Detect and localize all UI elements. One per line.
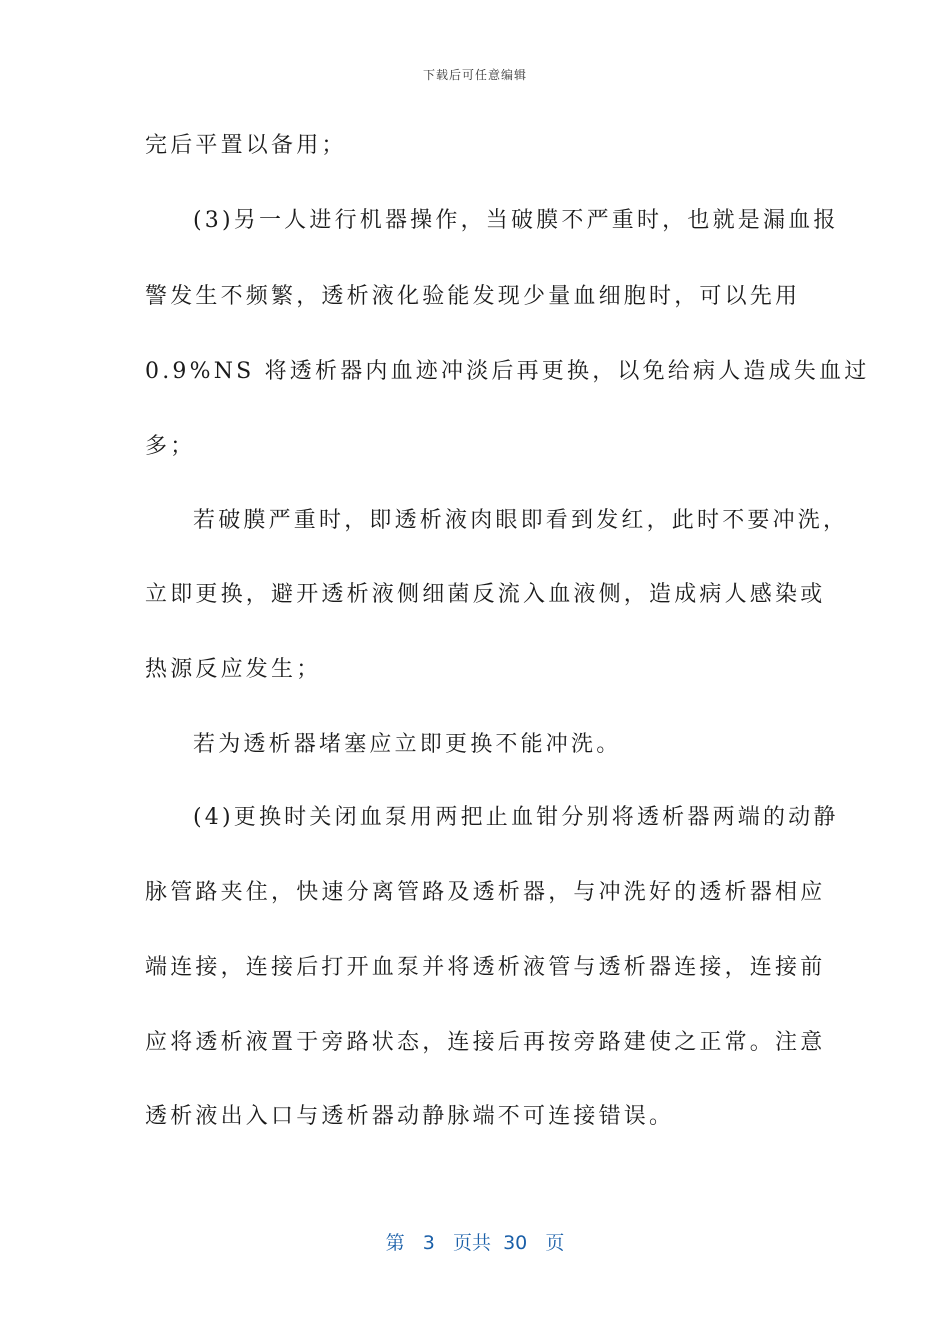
page-footer (0, 1228, 950, 1255)
footer-current-page: 3 (422, 1232, 435, 1254)
text-line-5: 多； (145, 434, 196, 459)
text-line-14: 透析液出入口与透析器动静脉端不可连接错误。 (145, 1104, 675, 1129)
footer-suffix: 页 (545, 1232, 565, 1254)
text-line-10: (4)更换时关闭血泵用两把止血钳分别将透析器两端的动静 (193, 805, 839, 830)
footer-mid: 页共 (452, 1232, 491, 1254)
header-note: 下载后可任意编辑 (422, 68, 527, 82)
text-line-7: 立即更换，避开透析液侧细菌反流入血液侧，造成病人感染或 (145, 582, 826, 607)
footer-total-pages: 30 (503, 1232, 528, 1254)
text-line-2: (3)另一人进行机器操作，当破膜不严重时，也就是漏血报 (193, 208, 839, 233)
text-line-8: 热源反应发生； (145, 657, 322, 682)
text-line-9: 若为透析器堵塞应立即更换不能冲洗。 (193, 732, 622, 757)
text-line-1: 完后平置以备用； (145, 133, 347, 158)
text-line-12: 端连接，连接后打开血泵并将透析液管与透析器连接，连接前 (145, 955, 826, 980)
text-line-6: 若破膜严重时，即透析液肉眼即看到发红，此时不要冲洗， (193, 508, 849, 533)
text-line-11: 脉管路夹住，快速分离管路及透析器，与冲洗好的透析器相应 (145, 880, 826, 905)
footer-prefix: 第 (385, 1232, 405, 1254)
text-line-4: 0.9%NS 将透析器内血迹冲淡后再更换，以免给病人造成失血过 (145, 359, 870, 384)
text-line-13: 应将透析液置于旁路状态，连接后再按旁路建使之正常。注意 (145, 1030, 826, 1055)
text-line-3: 警发生不频繁，透析液化验能发现少量血细胞时，可以先用 (145, 284, 801, 309)
